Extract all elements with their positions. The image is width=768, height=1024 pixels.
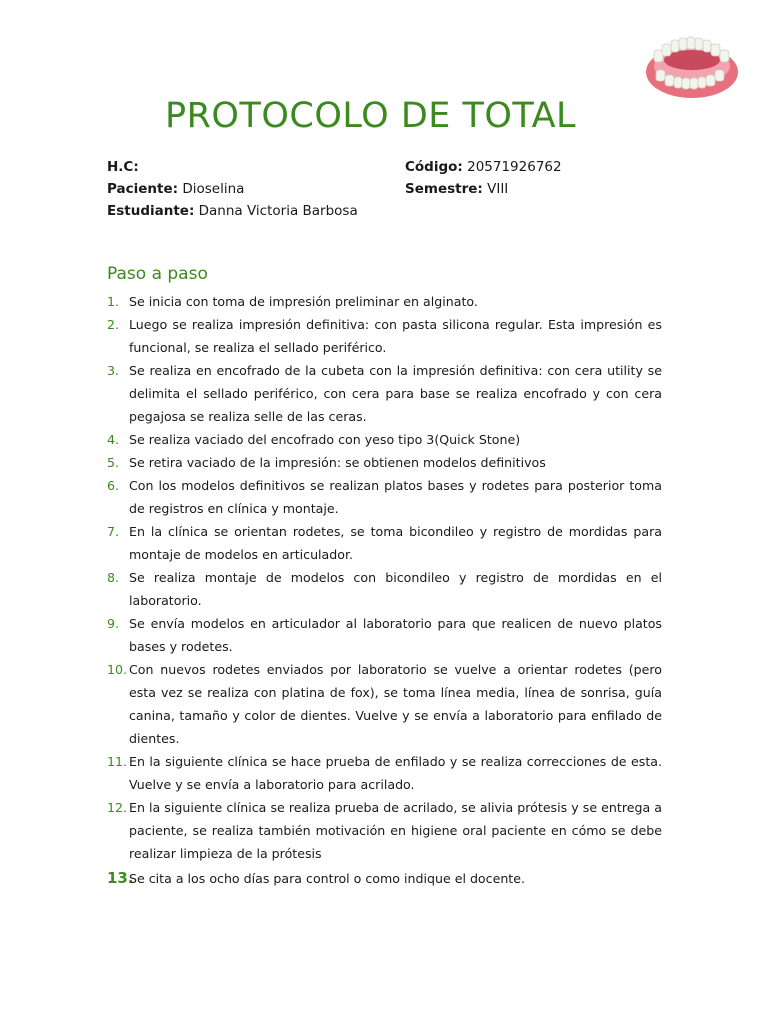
step-text: Con nuevos rodetes enviados por laboratorio se vuelve a orientar rodetes (pero esta vez se realiza con platina de fox), se toma línea media, línea de sonrisa, guía canina, tamaño y color de dientes. Vuelve y se envía a laboratorio para enfilado de dientes. (129, 662, 662, 746)
step-item (107, 566, 662, 612)
step-item (107, 290, 662, 313)
steps-list (107, 290, 662, 890)
semestre-value: VIII (487, 181, 509, 197)
paciente-value: Dioselina (182, 181, 245, 197)
step-item (107, 658, 662, 750)
step-text: Se retira vaciado de la impresión: se obtienen modelos definitivos (129, 455, 546, 470)
step-number: 6. (107, 478, 120, 493)
step-item (107, 451, 662, 474)
step-item (107, 796, 662, 865)
semestre-label: Semestre: (405, 181, 483, 197)
step-number: 5. (107, 455, 120, 470)
estudiante-row (107, 200, 358, 222)
codigo-row (405, 156, 562, 178)
step-text: En la clínica se orientan rodetes, se toma bicondileo y registro de mordidas para montaje de modelos en articulador. (129, 524, 662, 562)
step-item (107, 474, 662, 520)
hc-row (107, 156, 358, 178)
estudiante-value: Danna Victoria Barbosa (198, 203, 358, 219)
step-number: 1. (107, 294, 120, 309)
step-text: Se realiza en encofrado de la cubeta con la impresión definitiva: con cera utility se delimita el sellado periférico, con cera para base se realiza encofrado y con cera pegajosa se realiza selle de las ceras. (129, 363, 662, 424)
final-step-number: 13. (107, 869, 134, 887)
estudiante-label: Estudiante: (107, 203, 195, 219)
step-number: 10. (107, 662, 128, 677)
hc-label: H.C: (107, 159, 139, 175)
step-text: Luego se realiza impresión definitiva: con pasta silicona regular. Esta impresión es funcional, se realiza el sellado periférico. (129, 317, 662, 355)
step-number: 7. (107, 524, 120, 539)
final-step-text: Se cita a los ocho días para control o como indique el docente. (129, 871, 525, 886)
codigo-value: 20571926762 (467, 159, 562, 175)
step-text: Con los modelos definitivos se realizan platos bases y rodetes para posterior toma de registros en clínica y montaje. (129, 478, 662, 516)
step-item (107, 520, 662, 566)
paciente-row (107, 178, 358, 200)
step-text: Se inicia con toma de impresión preliminar en alginato. (129, 294, 478, 309)
step-number: 4. (107, 432, 120, 447)
semestre-row (405, 178, 562, 200)
step-item (107, 750, 662, 796)
step-item (107, 359, 662, 428)
step-number: 2. (107, 317, 120, 332)
step-number: 3. (107, 363, 120, 378)
patient-info-left (107, 156, 358, 222)
step-text: En la siguiente clínica se hace prueba de enfilado y se realiza correcciones de esta. Vuelve y se envía a laboratorio para acrilado. (129, 754, 662, 792)
denture-icon (640, 20, 744, 104)
step-number: 8. (107, 570, 120, 585)
step-text: Se realiza montaje de modelos con bicondileo y registro de mordidas en el laboratorio. (129, 570, 662, 608)
step-number: 9. (107, 616, 120, 631)
section-heading: Paso a paso (107, 264, 208, 284)
step-item (107, 428, 662, 451)
patient-info-right (405, 156, 562, 200)
step-text: Se realiza vaciado del encofrado con yeso tipo 3(Quick Stone) (129, 432, 521, 447)
step-item (107, 612, 662, 658)
step-number: 11. (107, 754, 128, 769)
step-number: 12. (107, 800, 128, 815)
step-text: En la siguiente clínica se realiza prueba de acrilado, se alivia prótesis y se entrega a paciente, se realiza también motivación en higiene oral paciente en cómo se debe realizar limpieza de la prótesis (129, 800, 662, 861)
final-step-item (107, 867, 662, 890)
codigo-label: Código: (405, 159, 463, 175)
step-text: Se envía modelos en articulador al laboratorio para que realicen de nuevo platos bases y rodetes. (129, 616, 662, 654)
paciente-label: Paciente: (107, 181, 179, 197)
page-title: PROTOCOLO DE TOTAL (165, 96, 577, 136)
step-item (107, 313, 662, 359)
